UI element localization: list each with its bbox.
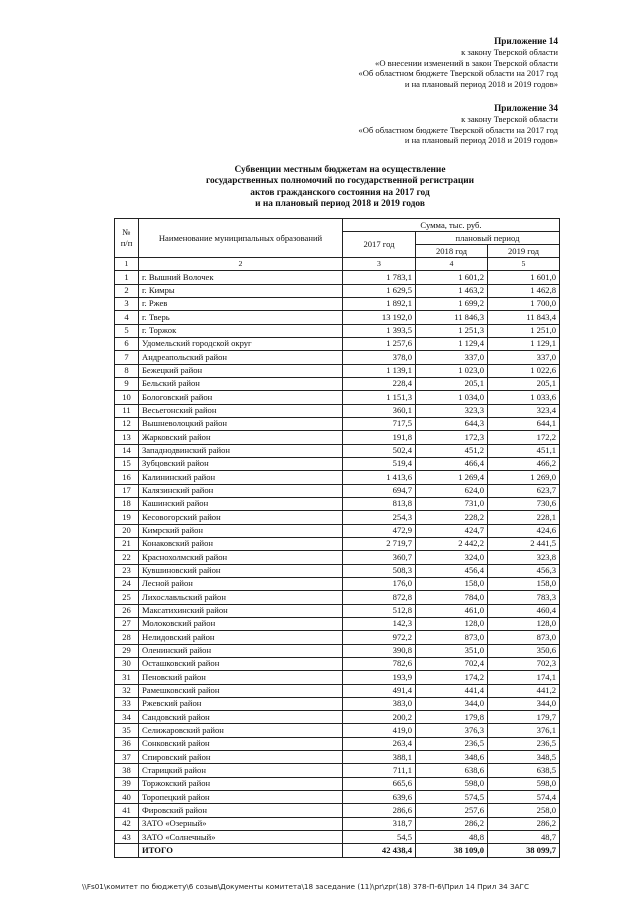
- row-number: 31: [115, 671, 139, 684]
- amount-2019: 783,3: [488, 591, 560, 604]
- appendix-34-block: [358, 103, 558, 146]
- amount-2019: 1 033,6: [488, 391, 560, 404]
- header-2018: 2018 год: [416, 245, 488, 258]
- amount-2018: 624,0: [416, 484, 488, 497]
- amount-2017: 360,1: [343, 404, 416, 417]
- amount-2017: 13 192,0: [343, 311, 416, 324]
- row-number: 17: [115, 484, 139, 497]
- amount-2017: 254,3: [343, 511, 416, 524]
- amount-2018: 598,0: [416, 777, 488, 790]
- amount-2019: 258,0: [488, 804, 560, 817]
- amount-2018: 205,1: [416, 377, 488, 390]
- municipality-name: Торжокский район: [139, 777, 343, 790]
- row-number: 30: [115, 657, 139, 670]
- amount-2017: 512,8: [343, 604, 416, 617]
- amount-2018: 323,3: [416, 404, 488, 417]
- amount-2019: 1 269,0: [488, 471, 560, 484]
- column-number-row: [115, 258, 560, 271]
- municipality-name: Весьегонский район: [139, 404, 343, 417]
- municipality-name: Кесовогорский район: [139, 511, 343, 524]
- row-number: 41: [115, 804, 139, 817]
- amount-2018: 1 269,4: [416, 471, 488, 484]
- municipality-name: Бежецкий район: [139, 364, 343, 377]
- amount-2018: 236,5: [416, 737, 488, 750]
- amount-2019: 376,1: [488, 724, 560, 737]
- table-row: [115, 284, 560, 297]
- row-number: 32: [115, 684, 139, 697]
- appendix-14-title: Приложение 14: [494, 36, 558, 46]
- row-number: 43: [115, 831, 139, 844]
- municipality-name: Вышневолоцкий район: [139, 417, 343, 430]
- amount-2018: 1 023,0: [416, 364, 488, 377]
- amount-2017: 813,8: [343, 497, 416, 510]
- row-number: 10: [115, 391, 139, 404]
- table-row: [115, 297, 560, 310]
- table-row: [115, 471, 560, 484]
- table-row: [115, 617, 560, 630]
- amount-2017: 1 393,5: [343, 324, 416, 337]
- file-path-footer: \\Fs01\комитет по бюджету\6 созыв\Документы комитета\18 заседание (11)\pr\zpr(18) 378-П-6\Прил 14 Прил 34 ЗАГС: [82, 882, 529, 891]
- amount-2019: 1 129,1: [488, 337, 560, 350]
- amount-2019: 1 251,0: [488, 324, 560, 337]
- amount-2017: 711,1: [343, 764, 416, 777]
- municipality-name: Селижаровский район: [139, 724, 343, 737]
- appendix-14-line: «Об областном бюджете Тверской области на 2017 год: [358, 68, 558, 79]
- total-2017: 42 438,4: [343, 844, 416, 857]
- column-number: 3: [343, 258, 416, 271]
- amount-2018: 424,7: [416, 524, 488, 537]
- row-number: 37: [115, 751, 139, 764]
- municipality-name: Торопецкий район: [139, 791, 343, 804]
- amount-2017: 388,1: [343, 751, 416, 764]
- table-row: [115, 337, 560, 350]
- table-body: [115, 258, 560, 858]
- appendix-34-line: и на плановый период 2018 и 2019 годов»: [404, 135, 558, 146]
- amount-2017: 782,6: [343, 657, 416, 670]
- table-row: [115, 724, 560, 737]
- row-number: 22: [115, 551, 139, 564]
- amount-2017: 502,4: [343, 444, 416, 457]
- amount-2019: 638,5: [488, 764, 560, 777]
- table-row: [115, 391, 560, 404]
- appendix-14-block: [358, 36, 558, 90]
- amount-2018: 456,4: [416, 564, 488, 577]
- amount-2017: 972,2: [343, 631, 416, 644]
- amount-2018: 466,4: [416, 457, 488, 470]
- amount-2018: 286,2: [416, 817, 488, 830]
- amount-2019: 424,6: [488, 524, 560, 537]
- table-row: [115, 564, 560, 577]
- table-row: [115, 791, 560, 804]
- municipality-name: Фировский район: [139, 804, 343, 817]
- amount-2017: 1 629,5: [343, 284, 416, 297]
- amount-2017: 1 892,1: [343, 297, 416, 310]
- table-row: [115, 777, 560, 790]
- amount-2019: 205,1: [488, 377, 560, 390]
- amount-2019: 441,2: [488, 684, 560, 697]
- amount-2018: 344,0: [416, 697, 488, 710]
- amount-2018: 441,4: [416, 684, 488, 697]
- table-row: [115, 364, 560, 377]
- row-number: 5: [115, 324, 139, 337]
- row-number: 33: [115, 697, 139, 710]
- header-num: № п/п: [115, 219, 139, 258]
- amount-2017: 419,0: [343, 724, 416, 737]
- table-row: [115, 644, 560, 657]
- table-row: [115, 684, 560, 697]
- row-number: 16: [115, 471, 139, 484]
- document-title-line: актов гражданского состояния на 2017 год: [250, 187, 430, 198]
- amount-2019: 172,2: [488, 431, 560, 444]
- amount-2019: 1 700,0: [488, 297, 560, 310]
- amount-2017: 1 257,6: [343, 337, 416, 350]
- row-number: 25: [115, 591, 139, 604]
- total-empty: [115, 844, 139, 857]
- table-row: [115, 764, 560, 777]
- municipality-name: г. Торжок: [139, 324, 343, 337]
- table-row: [115, 671, 560, 684]
- municipality-name: Рамешковский район: [139, 684, 343, 697]
- amount-2017: 639,6: [343, 791, 416, 804]
- row-number: 27: [115, 617, 139, 630]
- row-number: 20: [115, 524, 139, 537]
- total-2018: 38 109,0: [416, 844, 488, 857]
- column-number: 2: [139, 258, 343, 271]
- amount-2017: 1 139,1: [343, 364, 416, 377]
- row-number: 1: [115, 271, 139, 284]
- row-number: 35: [115, 724, 139, 737]
- amount-2019: 158,0: [488, 577, 560, 590]
- municipality-name: Сонковский район: [139, 737, 343, 750]
- row-number: 28: [115, 631, 139, 644]
- amount-2019: 702,3: [488, 657, 560, 670]
- amount-2019: 337,0: [488, 351, 560, 364]
- amount-2018: 1 463,2: [416, 284, 488, 297]
- amount-2017: 383,0: [343, 697, 416, 710]
- header-2019: 2019 год: [488, 245, 560, 258]
- document-title-line: государственных полномочий по государственной регистрации: [205, 176, 475, 187]
- amount-2017: 193,9: [343, 671, 416, 684]
- amount-2018: 702,4: [416, 657, 488, 670]
- table-row: [115, 804, 560, 817]
- municipality-name: Кувшиновский район: [139, 564, 343, 577]
- row-number: 6: [115, 337, 139, 350]
- amount-2018: 324,0: [416, 551, 488, 564]
- amount-2019: 466,2: [488, 457, 560, 470]
- row-number: 12: [115, 417, 139, 430]
- table-row: [115, 444, 560, 457]
- amount-2017: 694,7: [343, 484, 416, 497]
- amount-2017: 142,3: [343, 617, 416, 630]
- municipality-name: Зубцовский район: [139, 457, 343, 470]
- row-number: 29: [115, 644, 139, 657]
- table-row: [115, 551, 560, 564]
- document-title-line: Субвенции местным бюджетам на осуществление: [234, 165, 446, 175]
- municipality-name: г. Ржев: [139, 297, 343, 310]
- row-number: 23: [115, 564, 139, 577]
- amount-2017: 472,9: [343, 524, 416, 537]
- row-number: 3: [115, 297, 139, 310]
- municipality-name: Оленинский район: [139, 644, 343, 657]
- amount-2018: 257,6: [416, 804, 488, 817]
- municipality-name: Андреапольский район: [139, 351, 343, 364]
- amount-2017: 176,0: [343, 577, 416, 590]
- amount-2017: 54,5: [343, 831, 416, 844]
- amount-2017: 191,8: [343, 431, 416, 444]
- amount-2017: 508,3: [343, 564, 416, 577]
- appendix-34-title: Приложение 34: [494, 103, 558, 113]
- amount-2019: 456,3: [488, 564, 560, 577]
- total-label: ИТОГО: [139, 844, 343, 857]
- amount-2019: 323,8: [488, 551, 560, 564]
- municipality-name: Западнодвинский район: [139, 444, 343, 457]
- municipality-name: Бельский район: [139, 377, 343, 390]
- amount-2017: 1 413,6: [343, 471, 416, 484]
- amount-2017: 665,6: [343, 777, 416, 790]
- appendix-14-line: и на плановый период 2018 и 2019 годов»: [404, 79, 558, 90]
- amount-2018: 638,6: [416, 764, 488, 777]
- row-number: 39: [115, 777, 139, 790]
- amount-2017: 1 151,3: [343, 391, 416, 404]
- table-row: [115, 537, 560, 550]
- municipality-name: г. Кимры: [139, 284, 343, 297]
- municipality-name: Краснохолмский район: [139, 551, 343, 564]
- municipality-name: Кашинский район: [139, 497, 343, 510]
- amount-2018: 1 699,2: [416, 297, 488, 310]
- amount-2019: 460,4: [488, 604, 560, 617]
- amount-2018: 179,8: [416, 711, 488, 724]
- amount-2018: 784,0: [416, 591, 488, 604]
- row-number: 13: [115, 431, 139, 444]
- table-row: [115, 751, 560, 764]
- table-row: [115, 831, 560, 844]
- header-plan-period: плановый период: [416, 232, 560, 245]
- table-row: [115, 377, 560, 390]
- row-number: 36: [115, 737, 139, 750]
- municipality-name: Пеновский район: [139, 671, 343, 684]
- amount-2019: 451,1: [488, 444, 560, 457]
- table-row: [115, 431, 560, 444]
- amount-2019: 574,4: [488, 791, 560, 804]
- row-number: 15: [115, 457, 139, 470]
- municipality-name: Жарковский район: [139, 431, 343, 444]
- amount-2019: 1 022,6: [488, 364, 560, 377]
- table-row: [115, 324, 560, 337]
- amount-2019: 598,0: [488, 777, 560, 790]
- amount-2018: 11 846,3: [416, 311, 488, 324]
- municipality-name: г. Тверь: [139, 311, 343, 324]
- table-row: [115, 511, 560, 524]
- amount-2018: 1 129,4: [416, 337, 488, 350]
- header-2017: 2017 год: [343, 232, 416, 258]
- amount-2019: 2 441,5: [488, 537, 560, 550]
- document-title-line: и на плановый период 2018 и 2019 годов: [255, 199, 425, 210]
- amount-2018: 1 251,3: [416, 324, 488, 337]
- amount-2019: 228,1: [488, 511, 560, 524]
- amount-2019: 344,0: [488, 697, 560, 710]
- municipality-name: Спировский район: [139, 751, 343, 764]
- appendix-14-line: «О внесении изменений в закон Тверской области: [375, 57, 558, 68]
- amount-2018: 158,0: [416, 577, 488, 590]
- subsidies-table: [114, 218, 560, 858]
- amount-2018: 461,0: [416, 604, 488, 617]
- row-number: 4: [115, 311, 139, 324]
- amount-2018: 2 442,2: [416, 537, 488, 550]
- amount-2017: 228,4: [343, 377, 416, 390]
- row-number: 38: [115, 764, 139, 777]
- municipality-name: Осташковский район: [139, 657, 343, 670]
- municipality-name: Лесной район: [139, 577, 343, 590]
- municipality-name: ЗАТО «Солнечный»: [139, 831, 343, 844]
- row-number: 42: [115, 817, 139, 830]
- amount-2017: 263,4: [343, 737, 416, 750]
- table-row: [115, 351, 560, 364]
- amount-2018: 348,6: [416, 751, 488, 764]
- row-number: 2: [115, 284, 139, 297]
- amount-2018: 1 034,0: [416, 391, 488, 404]
- amount-2018: 1 601,2: [416, 271, 488, 284]
- amount-2019: 873,0: [488, 631, 560, 644]
- amount-2018: 128,0: [416, 617, 488, 630]
- column-number: 1: [115, 258, 139, 271]
- table-row: [115, 417, 560, 430]
- amount-2018: 172,3: [416, 431, 488, 444]
- amount-2019: 1 462,8: [488, 284, 560, 297]
- amount-2019: 323,4: [488, 404, 560, 417]
- column-number: 5: [488, 258, 560, 271]
- table-row: [115, 311, 560, 324]
- table-row: [115, 497, 560, 510]
- amount-2019: 48,7: [488, 831, 560, 844]
- table-row: [115, 697, 560, 710]
- municipality-name: Удомельский городской округ: [139, 337, 343, 350]
- amount-2018: 174,2: [416, 671, 488, 684]
- amount-2019: 350,6: [488, 644, 560, 657]
- amount-2017: 519,4: [343, 457, 416, 470]
- amount-2019: 174,1: [488, 671, 560, 684]
- row-number: 34: [115, 711, 139, 724]
- municipality-name: Ржевский район: [139, 697, 343, 710]
- amount-2017: 200,2: [343, 711, 416, 724]
- amount-2017: 491,4: [343, 684, 416, 697]
- municipality-name: Бологовский район: [139, 391, 343, 404]
- amount-2018: 48,8: [416, 831, 488, 844]
- row-number: 24: [115, 577, 139, 590]
- table-row: [115, 737, 560, 750]
- row-number: 14: [115, 444, 139, 457]
- amount-2018: 451,2: [416, 444, 488, 457]
- document-title: [120, 165, 560, 211]
- amount-2019: 623,7: [488, 484, 560, 497]
- appendix-34-line: «Об областном бюджете Тверской области на 2017 год: [358, 124, 558, 135]
- total-2019: 38 099,7: [488, 844, 560, 857]
- amount-2018: 228,2: [416, 511, 488, 524]
- appendix-34-line: к закону Тверской области: [461, 113, 558, 124]
- amount-2018: 873,0: [416, 631, 488, 644]
- municipality-name: Калининский район: [139, 471, 343, 484]
- amount-2019: 236,5: [488, 737, 560, 750]
- table-row: [115, 524, 560, 537]
- row-number: 26: [115, 604, 139, 617]
- header-name: Наименование муниципальных образований: [139, 219, 343, 258]
- municipality-name: Нелидовский район: [139, 631, 343, 644]
- row-number: 18: [115, 497, 139, 510]
- row-number: 7: [115, 351, 139, 364]
- row-number: 19: [115, 511, 139, 524]
- municipality-name: Старицкий район: [139, 764, 343, 777]
- table-row: [115, 604, 560, 617]
- header-sum: Сумма, тыс. руб.: [343, 219, 560, 232]
- amount-2018: 731,0: [416, 497, 488, 510]
- amount-2017: 286,6: [343, 804, 416, 817]
- amount-2019: 1 601,0: [488, 271, 560, 284]
- row-number: 11: [115, 404, 139, 417]
- amount-2019: 286,2: [488, 817, 560, 830]
- amount-2017: 717,5: [343, 417, 416, 430]
- amount-2018: 574,5: [416, 791, 488, 804]
- row-number: 8: [115, 364, 139, 377]
- table-row: [115, 657, 560, 670]
- table-row: [115, 817, 560, 830]
- row-number: 21: [115, 537, 139, 550]
- amount-2018: 337,0: [416, 351, 488, 364]
- municipality-name: Максатихинский район: [139, 604, 343, 617]
- row-number: 9: [115, 377, 139, 390]
- table-row: [115, 711, 560, 724]
- appendix-14-line: к закону Тверской области: [461, 46, 558, 57]
- table-row: [115, 591, 560, 604]
- amount-2017: 872,8: [343, 591, 416, 604]
- amount-2018: 644,3: [416, 417, 488, 430]
- amount-2019: 179,7: [488, 711, 560, 724]
- amount-2017: 1 783,1: [343, 271, 416, 284]
- amount-2019: 730,6: [488, 497, 560, 510]
- column-number: 4: [416, 258, 488, 271]
- municipality-name: Кимрский район: [139, 524, 343, 537]
- amount-2019: 348,5: [488, 751, 560, 764]
- amount-2017: 318,7: [343, 817, 416, 830]
- municipality-name: Калязинский район: [139, 484, 343, 497]
- municipality-name: Лихославльский район: [139, 591, 343, 604]
- municipality-name: г. Вышний Волочек: [139, 271, 343, 284]
- amount-2017: 360,7: [343, 551, 416, 564]
- amount-2018: 376,3: [416, 724, 488, 737]
- row-number: 40: [115, 791, 139, 804]
- amount-2017: 390,8: [343, 644, 416, 657]
- table-row: [115, 271, 560, 284]
- municipality-name: Конаковский район: [139, 537, 343, 550]
- table-row: [115, 577, 560, 590]
- municipality-name: Сандовский район: [139, 711, 343, 724]
- table-row: [115, 404, 560, 417]
- table-row: [115, 457, 560, 470]
- table-row: [115, 484, 560, 497]
- amount-2017: 378,0: [343, 351, 416, 364]
- total-row: [115, 844, 560, 857]
- amount-2018: 351,0: [416, 644, 488, 657]
- amount-2019: 128,0: [488, 617, 560, 630]
- table-row: [115, 631, 560, 644]
- amount-2019: 11 843,4: [488, 311, 560, 324]
- amount-2019: 644,1: [488, 417, 560, 430]
- amount-2017: 2 719,7: [343, 537, 416, 550]
- municipality-name: Молоковский район: [139, 617, 343, 630]
- municipality-name: ЗАТО «Озерный»: [139, 817, 343, 830]
